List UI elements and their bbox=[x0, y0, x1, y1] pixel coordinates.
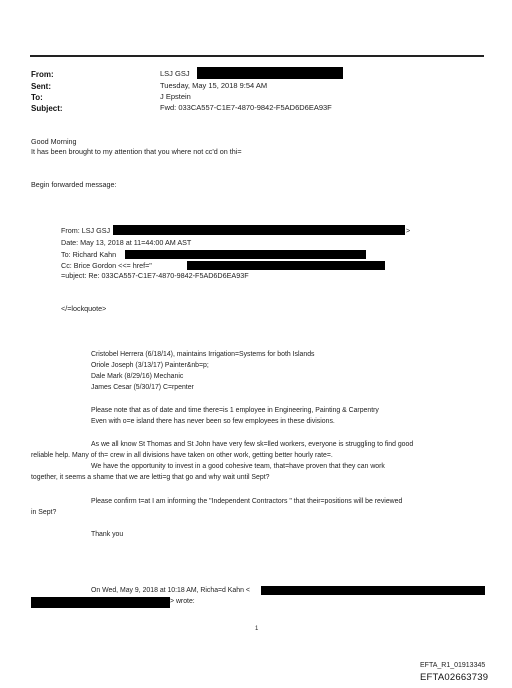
to-value: J Epstein bbox=[160, 92, 191, 101]
subject-value: Fwd: 033CA557-C1E7-4870-9842-F5AD6D6EA93F bbox=[160, 103, 332, 112]
redaction-fwd-to bbox=[125, 250, 366, 259]
page-number: 1 bbox=[255, 626, 259, 632]
redaction-from bbox=[197, 67, 343, 79]
redaction-fwd-cc bbox=[187, 261, 385, 270]
sent-label: Sent: bbox=[31, 82, 51, 91]
para3-line1: Please confirm t=at I am informing the "Independent Contractors " that their=positions will be reviewed bbox=[91, 498, 403, 505]
redaction-fwd-from bbox=[113, 225, 405, 235]
redaction-quote-line2 bbox=[31, 597, 170, 608]
quote-line1: On Wed, May 9, 2018 at 10:18 AM, Richa=d Kahn < bbox=[91, 587, 250, 594]
employee-2: Oriole Joseph (3/13/17) Painter&nb=p; bbox=[91, 362, 209, 369]
redaction-quote-email bbox=[261, 586, 485, 595]
employee-3: Dale Mark (8/29/16) Mechanic bbox=[91, 373, 184, 380]
footer-id-large: EFTA02663739 bbox=[420, 672, 489, 683]
para1-line1: Please note that as of date and time there=is 1 employee in Engineering, Painting & Carpentry bbox=[91, 407, 379, 414]
para2-line2: reliable help. Many of th= crew in all divisions have taken on other work, getting better hourly rate=. bbox=[31, 452, 333, 459]
para1-line2: Even with o=e island there has never been so few employees in these divisions. bbox=[91, 418, 335, 425]
fwd-date: Date: May 13, 2018 at 11=44:00 AM AST bbox=[61, 238, 192, 247]
employee-4: James Cesar (5/30/17) C=rpenter bbox=[91, 384, 194, 391]
thank-you: Thank you bbox=[91, 531, 124, 538]
para3-line2: in Sept? bbox=[31, 509, 57, 516]
fwd-to: To: Richard Kahn bbox=[61, 250, 117, 259]
header-rule bbox=[30, 55, 484, 57]
fwd-from-tail: > bbox=[406, 226, 411, 235]
para2-line3: We have the opportunity to invest in a good cohesive team, that=have proven that they can work bbox=[91, 463, 385, 470]
greeting: Good Morning bbox=[31, 137, 77, 146]
from-label: From: bbox=[31, 70, 54, 79]
to-label: To: bbox=[31, 93, 43, 102]
subject-label: Subject: bbox=[31, 104, 63, 113]
fwd-from: From: LSJ GSJ bbox=[61, 226, 111, 235]
footer-id-small: EFTA_R1_01913345 bbox=[420, 662, 486, 669]
quote-line2: > wrote: bbox=[170, 598, 195, 605]
employee-1: Cristobel Herrera (6/18/14), maintains Irrigation=Systems for both Islands bbox=[91, 351, 315, 358]
from-value: LSJ GSJ bbox=[160, 69, 190, 78]
para2-line1: As we all know St Thomas and St John have very few sk=lled workers, everyone is struggling to find good bbox=[91, 441, 414, 448]
para2-line4: together, it seems a shame that we are letti=g that go and why wait until Sept? bbox=[31, 474, 270, 481]
intro-line: It has been brought to my attention that you where not cc'd on thi= bbox=[31, 147, 242, 156]
fwd-subject: =ubject: Re: 033CA557-C1E7-4870-9842-F5AD6D6EA93F bbox=[61, 271, 249, 280]
blockquote-tag: </=lockquote> bbox=[61, 304, 107, 313]
sent-value: Tuesday, May 15, 2018 9:54 AM bbox=[160, 81, 268, 90]
forwarded-label: Begin forwarded message: bbox=[31, 180, 117, 189]
fwd-cc: Cc: Brice Gordon <<= href=" bbox=[61, 261, 152, 270]
